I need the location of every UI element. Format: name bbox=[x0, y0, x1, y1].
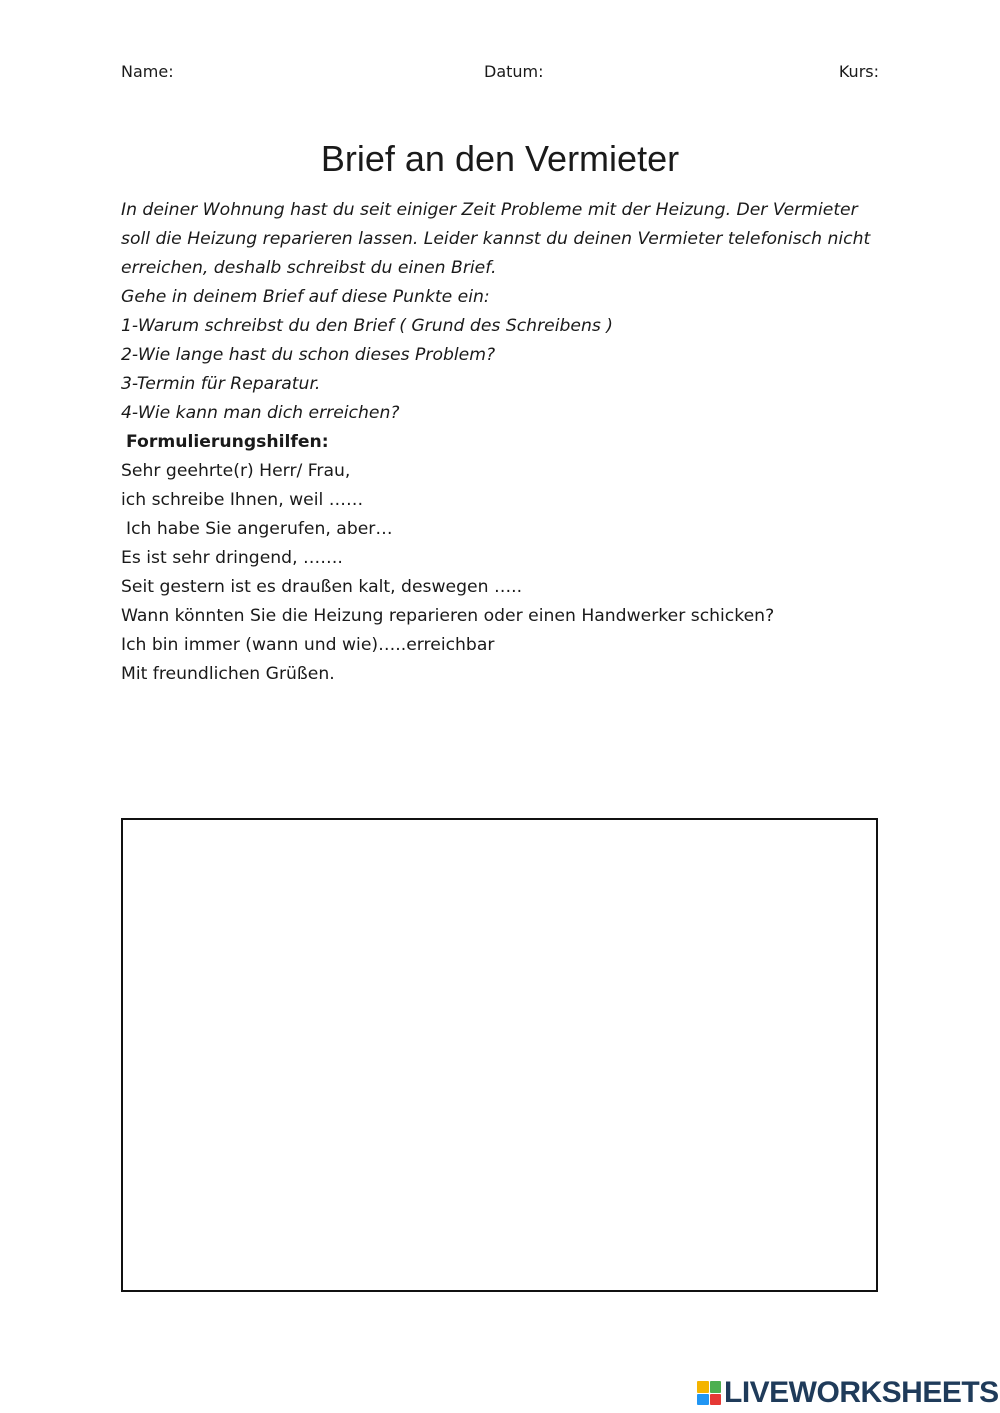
task-point-4: 4-Wie kann man dich erreichen? bbox=[121, 403, 400, 423]
helper-line: Sehr geehrte(r) Herr/ Frau, bbox=[121, 461, 351, 481]
helper-line: Mit freundlichen Grüßen. bbox=[121, 664, 335, 684]
instruction-line: soll die Heizung reparieren lassen. Leider kannst du deinen Vermieter telefonisch nicht bbox=[121, 229, 871, 249]
worksheet-content bbox=[121, 196, 881, 689]
helper-line: Wann könnten Sie die Heizung reparieren oder einen Handwerker schicken? bbox=[121, 606, 775, 626]
instruction-line: erreichen, deshalb schreibst du einen Brief. bbox=[121, 258, 497, 278]
helper-line: Ich bin immer (wann und wie)…..erreichbar bbox=[121, 635, 495, 655]
name-label: Name: bbox=[121, 62, 174, 81]
page-title: Brief an den Vermieter bbox=[320, 138, 680, 179]
instruction-line: In deiner Wohnung hast du seit einiger Zeit Probleme mit der Heizung. Der Vermieter bbox=[121, 200, 858, 220]
task-point-3: 3-Termin für Reparatur. bbox=[121, 374, 321, 394]
helper-line: Seit gestern ist es draußen kalt, deswegen ….. bbox=[121, 577, 523, 597]
task-instructions bbox=[121, 196, 881, 428]
task-point-2: 2-Wie lange hast du schon dieses Problem? bbox=[121, 345, 496, 365]
logo-square-e bbox=[710, 1394, 722, 1406]
logo-mark-icon bbox=[697, 1381, 721, 1405]
letter-answer-box[interactable] bbox=[121, 818, 878, 1292]
liveworksheets-logo bbox=[697, 1377, 999, 1409]
task-point-1: 1-Warum schreibst du den Brief ( Grund des Schreibens ) bbox=[121, 316, 613, 336]
logo-square-i bbox=[710, 1381, 722, 1393]
helper-line: Ich habe Sie angerufen, aber… bbox=[126, 519, 393, 539]
logo-text: LIVEWORKSHEETS bbox=[724, 1376, 999, 1409]
helper-line: ich schreibe Ihnen, weil …… bbox=[121, 490, 364, 510]
logo-square-v bbox=[697, 1394, 709, 1406]
date-label: Datum: bbox=[484, 62, 544, 81]
course-label: Kurs: bbox=[838, 62, 879, 81]
phrasing-helpers bbox=[121, 428, 881, 689]
instruction-line: Gehe in deinem Brief auf diese Punkte ein: bbox=[121, 287, 490, 307]
helper-line: Es ist sehr dringend, ……. bbox=[121, 548, 343, 568]
header-fields bbox=[121, 62, 879, 86]
helpers-title: Formulierungshilfen: bbox=[126, 432, 329, 452]
logo-square-l bbox=[697, 1381, 709, 1393]
